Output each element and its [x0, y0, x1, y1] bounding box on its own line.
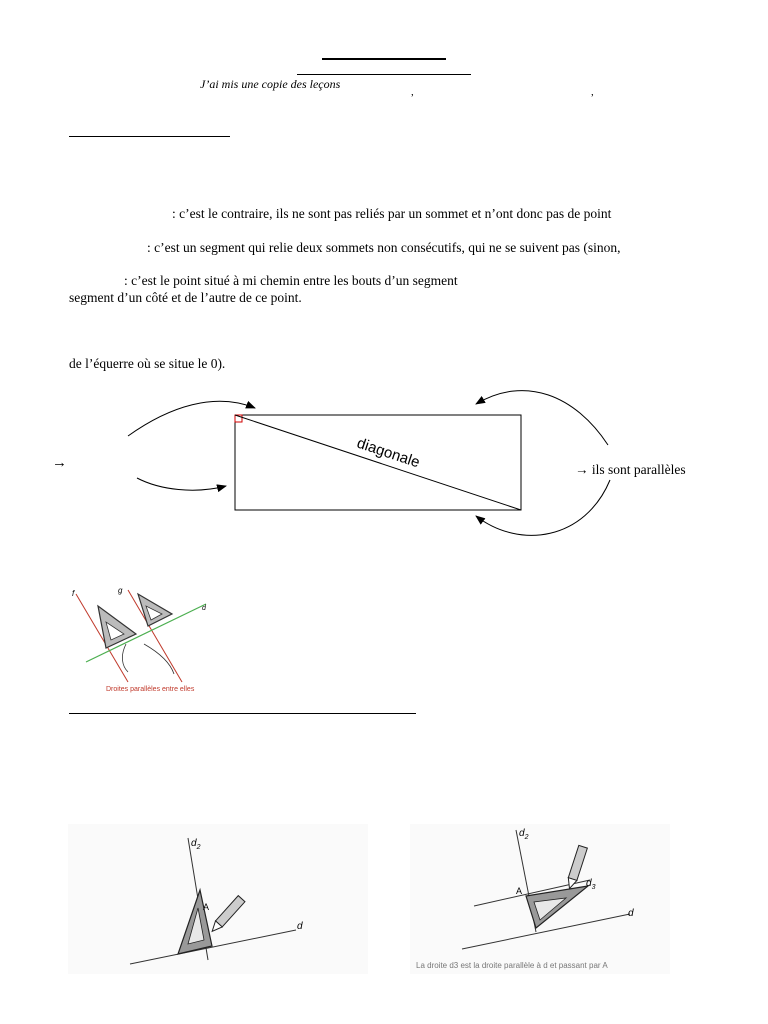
figure3-caption: La droite d3 est la droite parallèle à d et passant par A	[416, 961, 608, 970]
label-d: d	[202, 605, 206, 612]
definition-line-1: : c’est le contraire, ils ne sont pas reliés par un sommet et n’ont donc pas de point	[172, 206, 612, 221]
arrow-top-left	[128, 401, 255, 436]
set-square-2	[138, 594, 172, 626]
comma-mark-2: ,	[591, 86, 594, 98]
parallel-note: → ils sont parallèles	[575, 462, 686, 477]
comma-mark-1: ,	[411, 86, 414, 98]
title-rule	[322, 58, 446, 60]
subtitle-rule	[297, 74, 471, 75]
arrow-bottom-right	[476, 480, 610, 535]
label-g: g	[118, 586, 123, 595]
diagonal-line	[235, 415, 521, 510]
perpendicular-construction-figure	[68, 824, 368, 974]
arrow-top-right	[476, 391, 608, 445]
label-f: f	[72, 589, 75, 598]
parallel-construction-figure	[410, 824, 670, 974]
definition-line-3b: segment d’un côté et de l’autre de ce point.	[69, 290, 302, 305]
definition-line-4: de l’équerre où se situe le 0).	[69, 356, 226, 371]
angle-arc-right	[144, 644, 174, 674]
label-A: A	[203, 902, 210, 912]
label-d: d	[628, 908, 634, 919]
label-d2: $d_2$	[519, 828, 529, 841]
parallel-lines-figure	[66, 582, 226, 698]
left-arrow-symbol: →	[52, 455, 67, 471]
label-d2: $d_2$	[191, 838, 201, 851]
section-rule-2	[69, 713, 416, 714]
definition-line-3a: : c’est le point situé à mi chemin entre les bouts d’un segment	[124, 273, 458, 288]
definition-line-2: : c’est un segment qui relie deux sommets non consécutifs, qui ne se suivent pas (sinon,	[147, 240, 621, 255]
figure1-caption: Droites parallèles entre elles	[106, 686, 195, 693]
diagonal-label: diagonale	[354, 434, 422, 472]
label-A: A	[516, 886, 523, 896]
label-d3: $d_3$	[586, 878, 596, 891]
arrow-bottom-left	[137, 478, 226, 490]
label-d: d	[297, 921, 303, 932]
section-rule-1	[69, 136, 230, 137]
header-note: J’ai mis une copie des leçons	[200, 77, 341, 91]
angle-arc-left	[122, 644, 128, 672]
